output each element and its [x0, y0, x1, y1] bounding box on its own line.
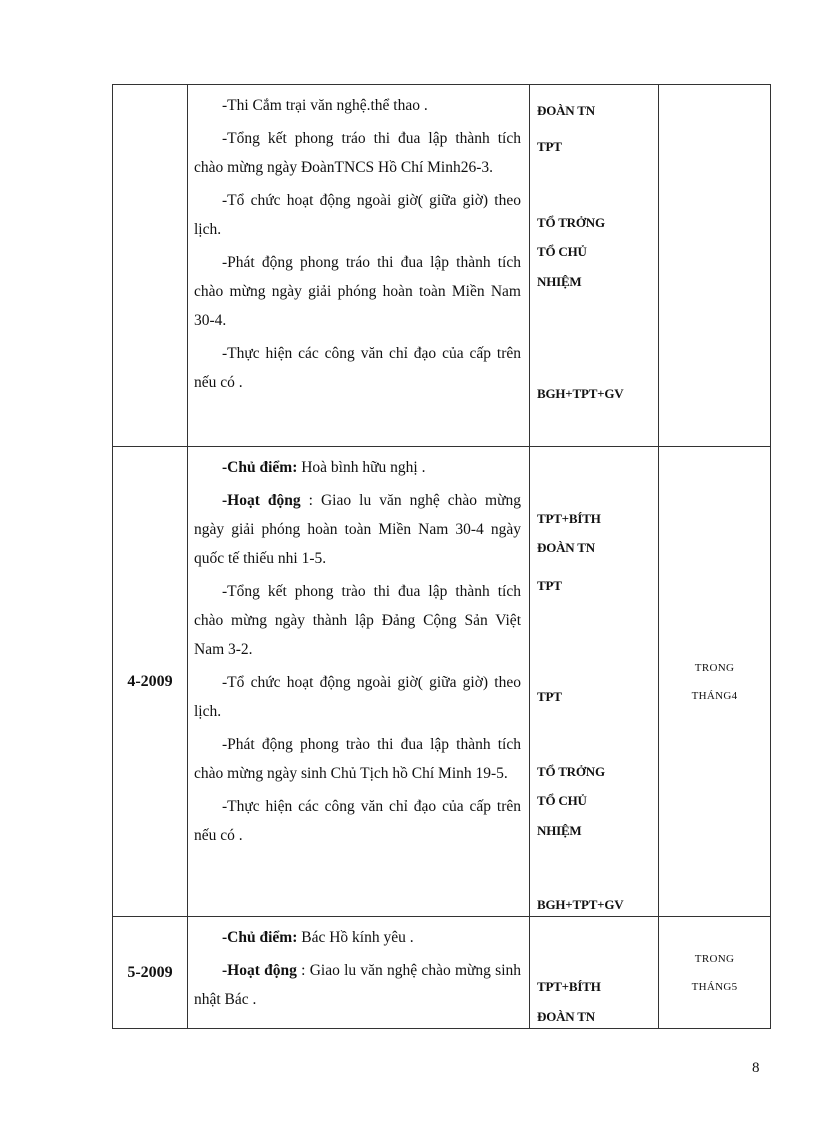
activity-label: -Hoạt động — [222, 492, 301, 509]
responsible-cell — [530, 85, 659, 447]
activity-paragraph — [194, 486, 521, 573]
table-row — [113, 85, 771, 447]
responsible-cell — [530, 917, 659, 1029]
responsible-label: BGH+TPT+GV — [537, 386, 624, 401]
table-row — [113, 447, 771, 917]
activity-paragraph: -Phát động phong trào thi đua lập thành tích chào mừng ngày sinh Chủ Tịch hồ Chí Minh 19-5. — [194, 736, 521, 782]
activity-paragraph: -Tổng kết phong trào thi đua lập thành tích chào mừng ngày thành lập Đảng Cộng Sản Việt Nam 3-2. — [194, 583, 521, 658]
activity-paragraph: -Tổ chức hoạt động ngoài giờ( giữa giờ) theo lịch. — [194, 674, 521, 720]
theme-text: Bác Hồ kính yêu . — [297, 929, 414, 946]
activity-label: -Hoạt động — [222, 962, 297, 979]
theme-paragraph — [194, 923, 521, 952]
responsible-label: TPT — [537, 689, 562, 704]
activity-text: : Giao lu văn nghệ chào mừng sinh nhật Bác . — [194, 962, 522, 1008]
time-label: TRONG — [694, 661, 735, 674]
responsible-label: TPT+BÍTH — [537, 511, 601, 526]
theme-paragraph — [194, 453, 521, 482]
time-label: THÁNG5 — [691, 980, 738, 993]
time-cell — [659, 85, 771, 447]
responsible-label: TỔ TRỞNG — [537, 215, 605, 230]
page-number: 8 — [752, 1060, 760, 1076]
activity-cell — [188, 917, 530, 1029]
responsible-label: NHIỆM — [537, 274, 582, 289]
activity-paragraph: -Thực hiện các công văn chỉ đạo của cấp trên nếu có . — [194, 345, 521, 391]
activity-cell — [188, 85, 530, 447]
activity-text: : Giao lu văn nghệ chào mừng ngày giải phóng hoàn toàn Miền Nam 30-4 ngày quốc tế thiếu nhi 1-5. — [194, 492, 521, 567]
responsible-label: TỔ TRỞNG — [537, 764, 605, 779]
responsible-cell — [530, 447, 659, 917]
time-cell — [659, 447, 771, 917]
responsible-label: NHIỆM — [537, 823, 582, 838]
theme-label: -Chủ điểm: — [222, 459, 298, 476]
theme-label: -Chủ điểm: — [222, 929, 298, 946]
activity-cell — [188, 447, 530, 917]
responsible-label: TỔ CHỦ — [537, 793, 587, 808]
table-row — [113, 917, 771, 1029]
responsible-label: ĐOÀN TN — [537, 540, 595, 555]
plan-table — [112, 84, 771, 1029]
month-cell: 5-2009 — [113, 917, 188, 1029]
activity-paragraph: -Tổ chức hoạt động ngoài giờ( giữa giờ) theo lịch. — [194, 192, 521, 238]
activity-paragraph: -Phát động phong tráo thi đua lập thành tích chào mừng ngày giải phóng hoàn toàn Miền Nam 30-4. — [194, 254, 521, 329]
time-cell — [659, 917, 771, 1029]
month-cell — [113, 85, 188, 447]
responsible-label: TỔ CHỦ — [537, 244, 587, 259]
responsible-label: BGH+TPT+GV — [537, 897, 624, 912]
responsible-label: ĐOÀN TN — [537, 103, 595, 118]
theme-text: Hoà bình hữu nghị . — [297, 459, 426, 476]
responsible-label: ĐOÀN TN — [537, 1009, 595, 1024]
activity-paragraph: -Thi Cắm trại văn nghệ.thể thao . — [222, 97, 428, 114]
activity-paragraph: -Tổng kết phong tráo thi đua lập thành tích chào mừng ngày ĐoànTNCS Hồ Chí Minh26-3. — [194, 130, 521, 176]
time-label: TRONG — [694, 952, 735, 965]
responsible-label: TPT — [537, 578, 562, 593]
time-label: THÁNG4 — [691, 689, 738, 702]
responsible-label: TPT+BÍTH — [537, 979, 601, 994]
month-cell: 4-2009 — [113, 447, 188, 917]
responsible-label: TPT — [537, 139, 562, 154]
activity-paragraph — [194, 956, 521, 1014]
activity-paragraph: -Thực hiện các công văn chỉ đạo của cấp trên nếu có . — [194, 798, 521, 844]
